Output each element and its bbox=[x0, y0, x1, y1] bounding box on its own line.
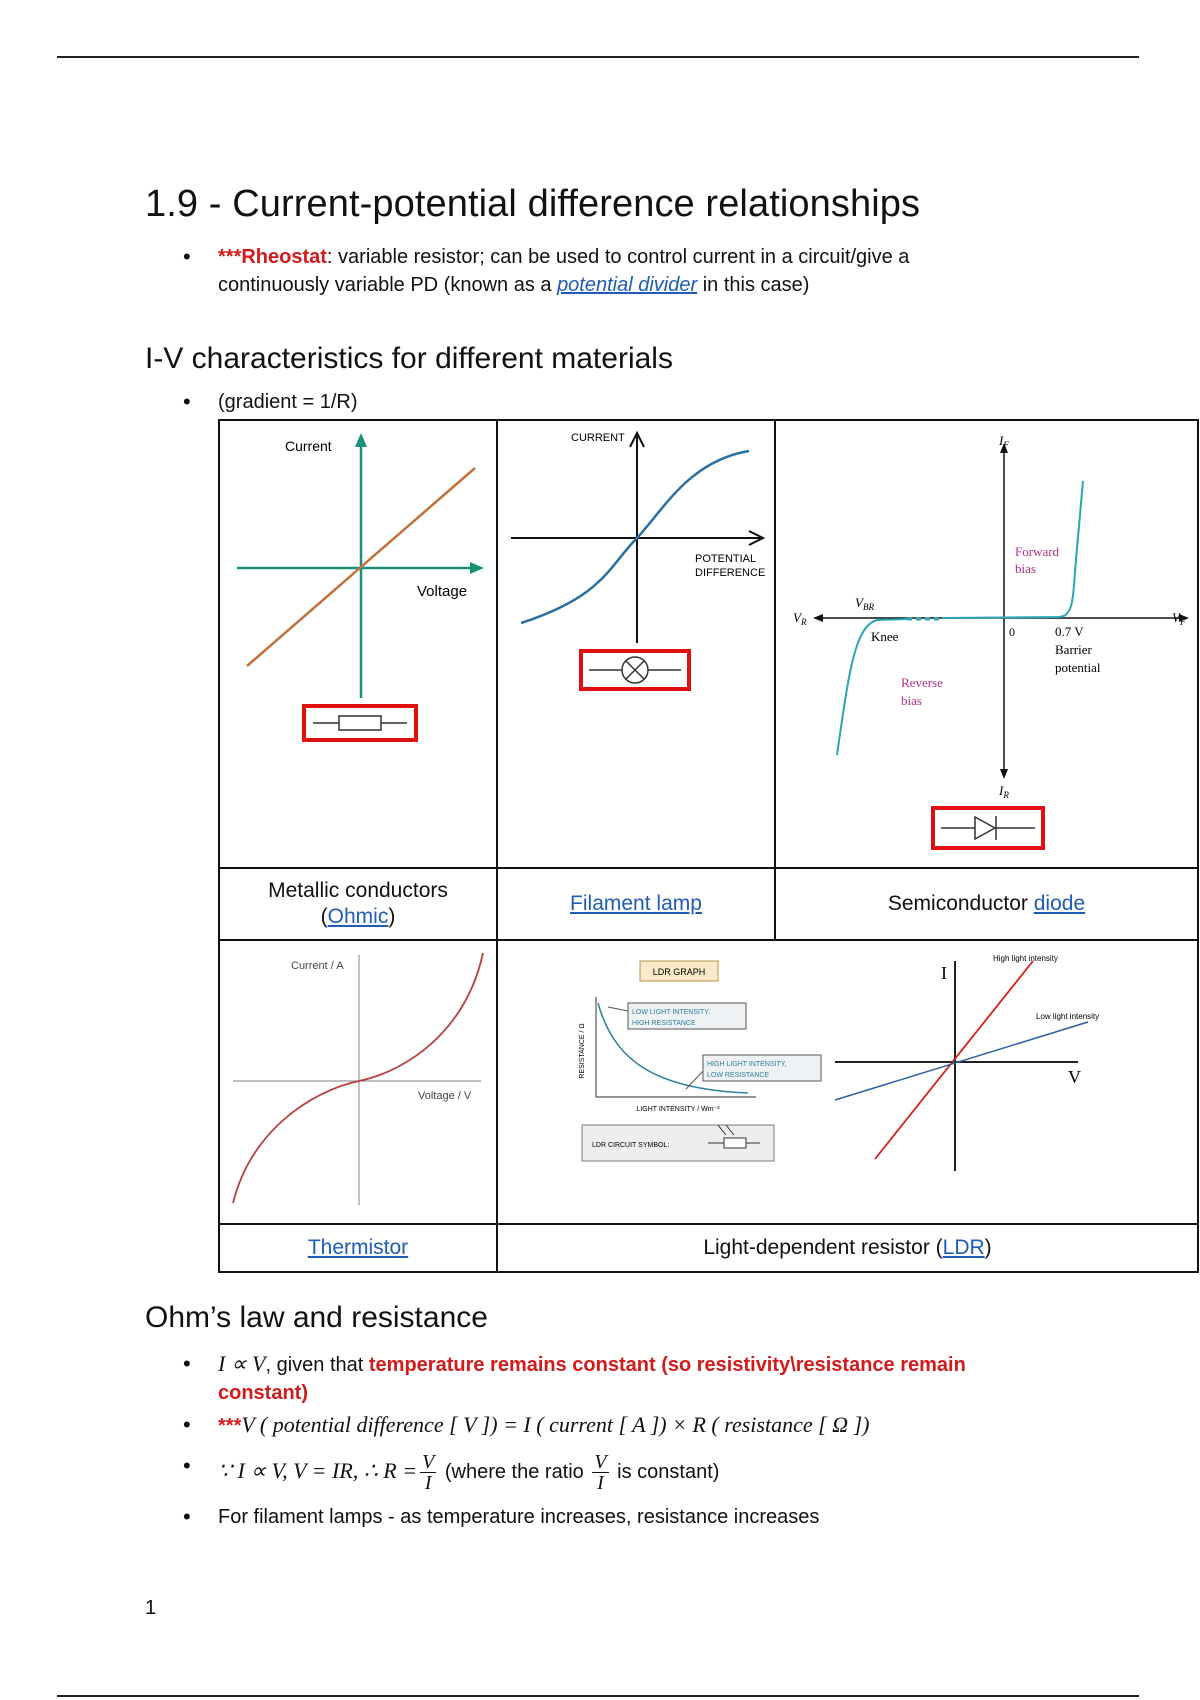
diode-caption bbox=[775, 868, 1198, 940]
bottom-rule bbox=[57, 1695, 1139, 1697]
rheostat-bullet bbox=[180, 243, 909, 299]
thermistor-graph-cell bbox=[219, 940, 497, 1224]
ldr-caption-text: Light-dependent resistor ( bbox=[703, 1236, 943, 1259]
lamp-graph-cell bbox=[497, 420, 775, 868]
ohm-bullet-4: • For filament lamps - as temperature increases, resistance increases bbox=[180, 1503, 966, 1531]
diode-vf-label: $V_F$ bbox=[1172, 610, 1186, 627]
gradient-bullet: • (gradient = 1/R) bbox=[180, 388, 358, 416]
reverse-bias-label-2: bias bbox=[901, 693, 922, 708]
barrier-label-2: Barrier bbox=[1055, 642, 1092, 657]
section-heading-ohm: Ohm’s law and resistance bbox=[145, 1301, 488, 1334]
lamp-x-label-1: POTENTIAL bbox=[695, 553, 757, 565]
top-rule bbox=[57, 56, 1139, 58]
diode-vbr-label: $V_{BR}$ bbox=[855, 595, 874, 612]
page-title: 1.9 - Current-potential difference relationships bbox=[145, 183, 921, 225]
reverse-bias-label-1: Reverse bbox=[901, 675, 943, 690]
ldr-box1-line2: HIGH RESISTANCE bbox=[632, 1020, 696, 1027]
metal-caption-close: ) bbox=[388, 905, 396, 928]
ohm-ratio-text-2: is constant) bbox=[611, 1460, 720, 1483]
ohm-bullet-3 bbox=[180, 1452, 966, 1493]
page-number: 1 bbox=[145, 1597, 157, 1619]
ldr-box2-line1: HIGH LIGHT INTENSITY, bbox=[707, 1061, 787, 1068]
diode-zero-label: 0 bbox=[1009, 625, 1015, 639]
rheostat-term: ***Rheostat bbox=[218, 246, 327, 268]
metal-x-label: Voltage bbox=[417, 583, 468, 600]
diode-if-label: $I_F$ bbox=[999, 433, 1009, 450]
diode-ir-label: $I_R$ bbox=[999, 783, 1009, 800]
rheostat-text-2: continuously variable PD (known as a bbox=[218, 274, 558, 296]
ldr-box2-line2: LOW RESISTANCE bbox=[707, 1072, 770, 1079]
section-heading-iv: I-V characteristics for different materials bbox=[145, 342, 673, 375]
rheostat-text-1: : variable resistor; can be used to control current in a circuit/give a bbox=[326, 246, 910, 268]
ohm-ratio-text-1: (where the ratio bbox=[439, 1460, 590, 1483]
metal-graph-cell bbox=[219, 420, 497, 868]
ldr-caption bbox=[497, 1224, 1198, 1272]
ohm-list bbox=[180, 1350, 966, 1531]
lamp-y-label: CURRENT bbox=[571, 432, 625, 444]
ldr-high-intensity-label: High light intensity bbox=[993, 954, 1058, 963]
forward-bias-label-2: bias bbox=[1015, 561, 1036, 576]
ldr-v-label: V bbox=[1068, 1067, 1081, 1087]
diode-vr-label: $V_R$ bbox=[793, 610, 807, 627]
thermistor-caption bbox=[219, 1224, 497, 1272]
diode-link[interactable]: diode bbox=[1033, 892, 1086, 915]
v-over-i-fraction-2: $\frac{V}{I}$ bbox=[594, 1451, 607, 1494]
ohmic-link[interactable]: Ohmic bbox=[327, 905, 389, 928]
ldr-i-label: I bbox=[941, 963, 947, 983]
ldr-link[interactable]: LDR bbox=[942, 1236, 985, 1259]
metal-iv-graph bbox=[221, 421, 495, 861]
barrier-label-3: potential bbox=[1055, 660, 1101, 675]
ldr-caption-close: ) bbox=[984, 1236, 992, 1259]
thermistor-iv-graph bbox=[221, 941, 495, 1217]
diode-iv-graph bbox=[777, 421, 1196, 861]
lamp-caption bbox=[497, 868, 775, 940]
ldr-low-intensity-label: Low light intensity bbox=[1036, 1012, 1100, 1021]
ldr-symbol-label: LDR CIRCUIT SYMBOL: bbox=[592, 1142, 670, 1149]
iv-characteristics-table bbox=[218, 419, 1199, 1273]
metal-caption-text: Metallic conductors bbox=[268, 879, 448, 902]
v-over-i-fraction: $\frac{V}{I}$ bbox=[422, 1451, 435, 1494]
rheostat-list bbox=[180, 243, 909, 299]
diode-knee-label: Knee bbox=[871, 629, 899, 644]
thermistor-link[interactable]: Thermistor bbox=[307, 1236, 409, 1259]
diode-caption-text: Semiconductor bbox=[887, 892, 1034, 915]
ldr-x-axis-label: LIGHT INTENSITY / Wm⁻² bbox=[636, 1106, 720, 1113]
barrier-label-1: 0.7 V bbox=[1055, 624, 1084, 639]
ohm-derivation-math: ∵ I ∝ V, V = IR, ∴ R = bbox=[218, 1457, 418, 1483]
ohm-proportional-math: I ∝ V bbox=[218, 1351, 266, 1376]
ohm-bullet-2 bbox=[180, 1411, 966, 1440]
rheostat-text-3: in this case) bbox=[697, 274, 810, 296]
thermistor-y-label: Current / A bbox=[291, 960, 344, 972]
ohm-bullet-1 bbox=[180, 1350, 966, 1407]
ldr-y-axis-label: RESISTANCE / Ω bbox=[579, 1023, 586, 1079]
lamp-iv-graph bbox=[499, 421, 773, 861]
metal-caption-open: ( bbox=[320, 905, 328, 928]
ldr-graph-title: LDR GRAPH bbox=[652, 967, 706, 977]
ohm-constant-note-1: temperature remains constant (so resistivity\resistance remain bbox=[368, 1354, 966, 1376]
forward-bias-label-1: Forward bbox=[1015, 544, 1060, 559]
filament-lamp-link[interactable]: Filament lamp bbox=[570, 892, 702, 915]
thermistor-x-label: Voltage / V bbox=[418, 1090, 472, 1102]
lamp-symbol-icon bbox=[581, 651, 689, 689]
metal-y-label: Current bbox=[285, 438, 332, 454]
ohm-bullet-1-text: , given that bbox=[265, 1354, 369, 1376]
diode-graph-cell bbox=[775, 420, 1198, 868]
ldr-resistance-graph bbox=[579, 961, 821, 1161]
diode-symbol-icon bbox=[933, 808, 1043, 848]
gradient-list bbox=[180, 388, 358, 416]
lamp-x-label-2: DIFFERENCE bbox=[695, 567, 766, 579]
ldr-iv-graph bbox=[835, 954, 1099, 1171]
ohm-law-equation: V ( potential difference [ V ]) = I ( current [ A ]) × R ( resistance [ Ω ]) bbox=[241, 1412, 870, 1437]
ldr-graphs bbox=[498, 941, 1197, 1217]
ohm-star-mark: *** bbox=[218, 1415, 242, 1437]
ldr-box1-line1: LOW LIGHT INTENSITY, bbox=[632, 1009, 710, 1016]
ldr-graph-cell bbox=[497, 940, 1198, 1224]
resistor-symbol-icon bbox=[304, 706, 416, 740]
potential-divider-link[interactable]: potential divider bbox=[557, 274, 698, 296]
metal-caption bbox=[219, 868, 497, 940]
ohm-constant-note-2: constant) bbox=[218, 1382, 308, 1404]
